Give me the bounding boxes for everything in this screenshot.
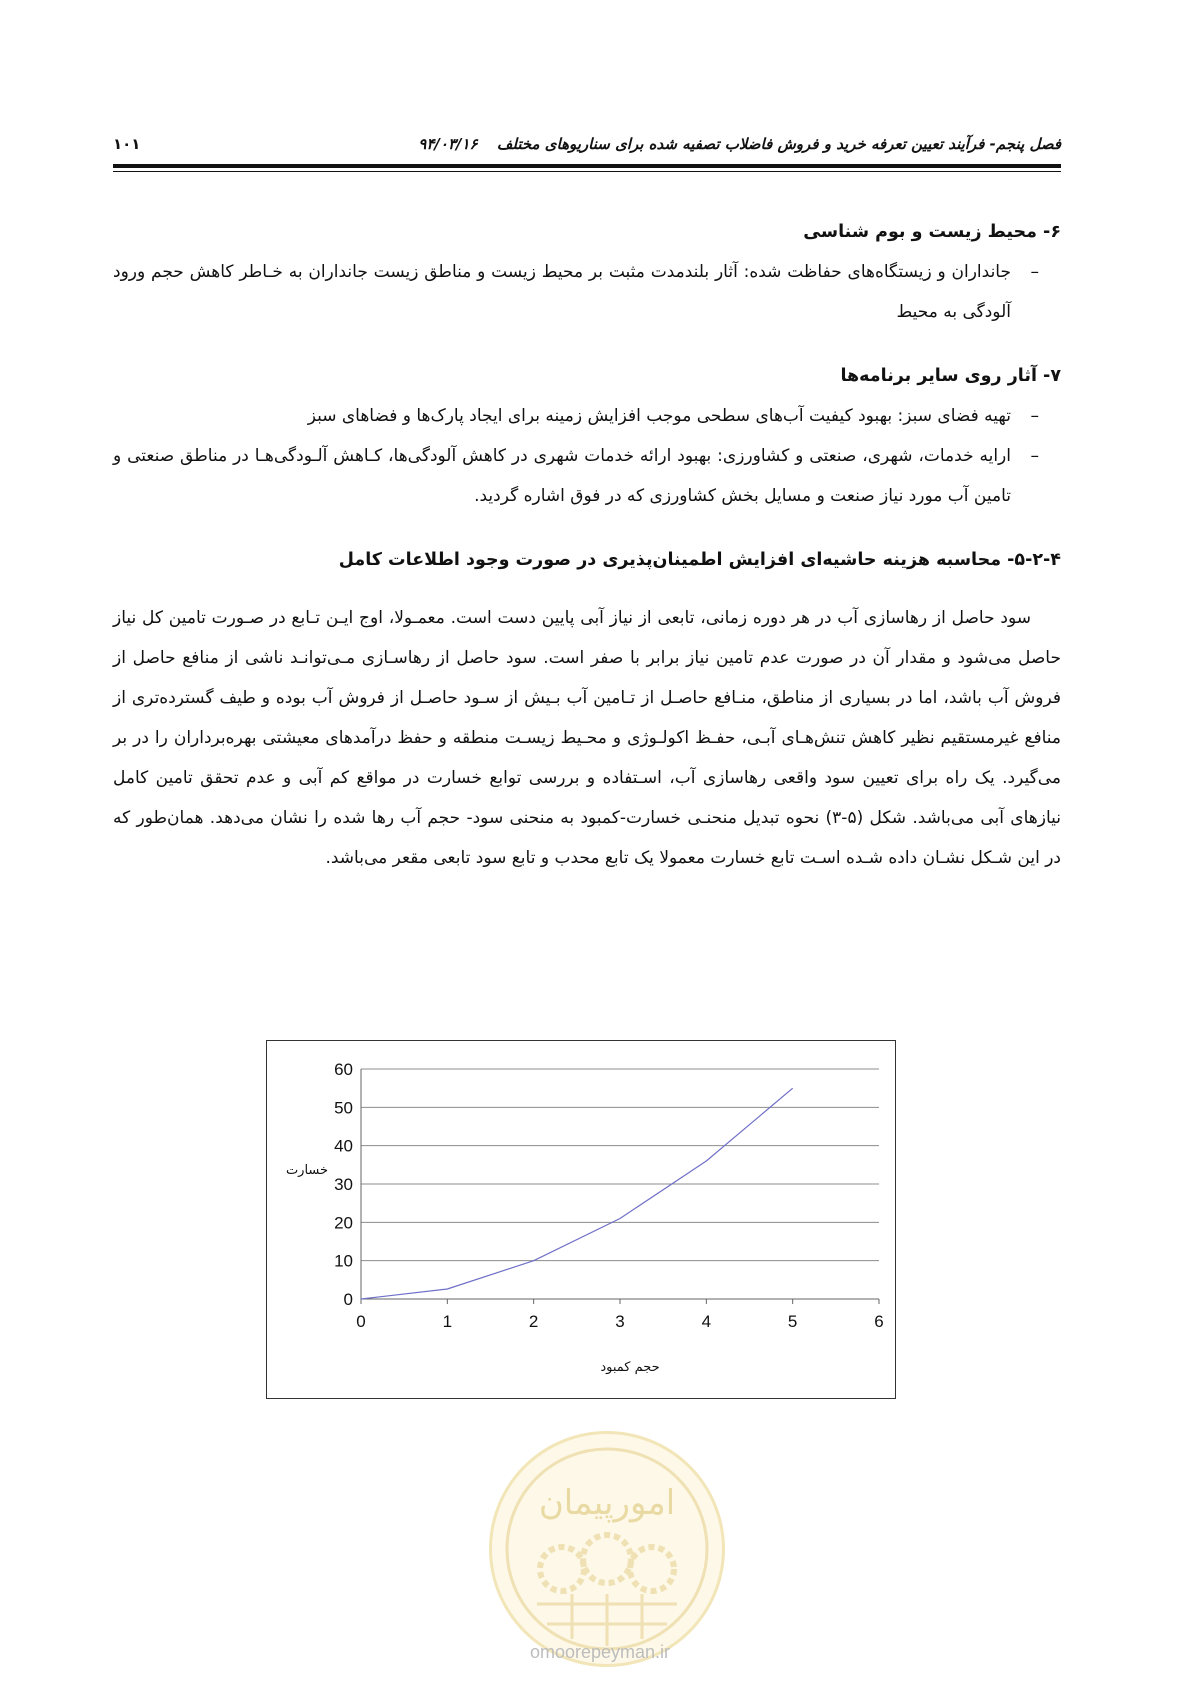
- header-rule-thick: [113, 164, 1061, 168]
- list-item: [113, 252, 1061, 332]
- page-header: [113, 128, 1061, 160]
- bullet-dash: –: [1030, 446, 1039, 466]
- watermark-url: omoorepeyman.ir: [529, 1642, 671, 1662]
- x-tick-label: 3: [615, 1312, 625, 1331]
- x-axis-title: حجم کمبود: [600, 1360, 660, 1375]
- seal-graphic: [492, 1434, 722, 1664]
- seal-text: امورپیمان: [538, 1483, 676, 1523]
- section-6-list: [113, 252, 1061, 332]
- section-heading-5-2-4: ۵-۲-۴- محاسبه هزینه حاشیه‌ای افزایش اطمینان‌پذیری در صورت وجود اطلاعات کامل: [338, 550, 1061, 570]
- y-tick-label: 0: [343, 1290, 353, 1309]
- body-paragraph: سود حاصل از رهاسازی آب در هر دوره زمانی، تابعی از نیاز آبی پایین دست است. معمـولا، اوج ایـن تـابع در صـورت تامین کل نیاز حاصل می‌شود و مقدار آن در صورت عدم تامین نیاز برابر با صفر است. سود حاصل از رهاسـازی مـی‌توانـد ناشی از منافع حاصل از فروش آب باشد، اما در بسیاری از مناطق، منـافع حاصـل از تـامین آب بـیش از سـود حاصـل از فروش آب بوده و طیف گسترده‌تری از منافع غیرمستقیم نظیر کاهش تنش‌هـای آبـی، حفـظ اکولـوژی و محـیط زیسـت منطقه و حفظ درآمدهای معیشتی بهره‌برداران را در بر می‌گیرد. یک راه برای تعیین سود واقعی رهاسازی آب، اسـتفاده و بررسی توابع خسارت در مواقع کم آبی و عدم تحقق تامین کامل نیازهای آبی می‌باشد. شکل (۵-۳) نحوه تبدیل منحنـی خسارت-کمبود به منحنی سود- حجم آب رها شده را نشان می‌دهد. همان‌طور که در این شـکل نشـان داده شـده اسـت تابع خسارت معمولا یک تابع محدب و تابع سود تابعی مقعر می‌باشد.: [113, 608, 1061, 868]
- page-number: ۱۰۱: [113, 135, 141, 153]
- series-line: [361, 1088, 793, 1299]
- x-tick-label: 0: [356, 1312, 366, 1331]
- chapter-title: [418, 135, 1061, 153]
- x-tick-label: 5: [787, 1312, 798, 1331]
- x-tick-label: 6: [874, 1312, 884, 1331]
- bullet-dash: –: [1030, 406, 1039, 426]
- list-item-text: تهیه فضای سبز: بهبود کیفیت آب‌های سطحی موجب افزایش زمینه برای ایجاد پارک‌ها و فضاهای سبز: [307, 406, 1011, 426]
- y-tick-label: 30: [334, 1175, 353, 1194]
- watermark-seal-logo: [489, 1431, 725, 1667]
- y-tick-label: 60: [334, 1060, 353, 1079]
- bullet-dash: –: [1030, 262, 1039, 282]
- chart-svg: [267, 1041, 895, 1398]
- x-tick-label: 1: [442, 1312, 453, 1331]
- x-tick-label: 2: [528, 1312, 539, 1331]
- list-item-text: جانداران و زیستگاه‌های حفاظت شده: آثار بلندمدت مثبت بر محیط زیست و مناطق زیست جانداران به خـاطر کاهش حجم ورود آلودگی به محیط: [113, 262, 1011, 322]
- section-7-list: [113, 396, 1061, 516]
- x-tick-label: 4: [701, 1312, 712, 1331]
- y-tick-label: 10: [334, 1251, 353, 1271]
- loss-shortage-chart: [266, 1040, 896, 1399]
- section-heading-6: ۶- محیط زیست و بوم شناسی: [803, 222, 1061, 242]
- y-axis-title: خسارت: [285, 1163, 329, 1178]
- section-heading-7: ۷- آثار روی سایر برنامه‌ها: [840, 366, 1061, 386]
- list-item: [113, 396, 1061, 436]
- y-tick-label: 50: [334, 1098, 353, 1118]
- page-content: [113, 212, 1061, 878]
- header-rule-thin: [113, 171, 1061, 172]
- list-item-text: ارایه خدمات، شهری، صنعتی و کشاورزی: بهبود ارائه خدمات شهری در کاهش آلودگی‌ها، کـاهش آلـودگی‌هـا در مناطق صنعتی و تامین آب مورد نیاز صنعت و مسایل بخش کشاورزی که در فوق اشاره گردید.: [113, 446, 1011, 506]
- header-date: ۹۴/۰۳/۱۶: [418, 135, 478, 153]
- y-tick-label: 20: [334, 1213, 353, 1233]
- chapter-title-text: فصل پنجم- فرآیند تعیین تعرفه خرید و فروش فاضلاب تصفیه شده برای سناریوهای مختلف: [496, 135, 1061, 153]
- y-tick-label: 40: [334, 1136, 353, 1156]
- list-item: [113, 436, 1061, 516]
